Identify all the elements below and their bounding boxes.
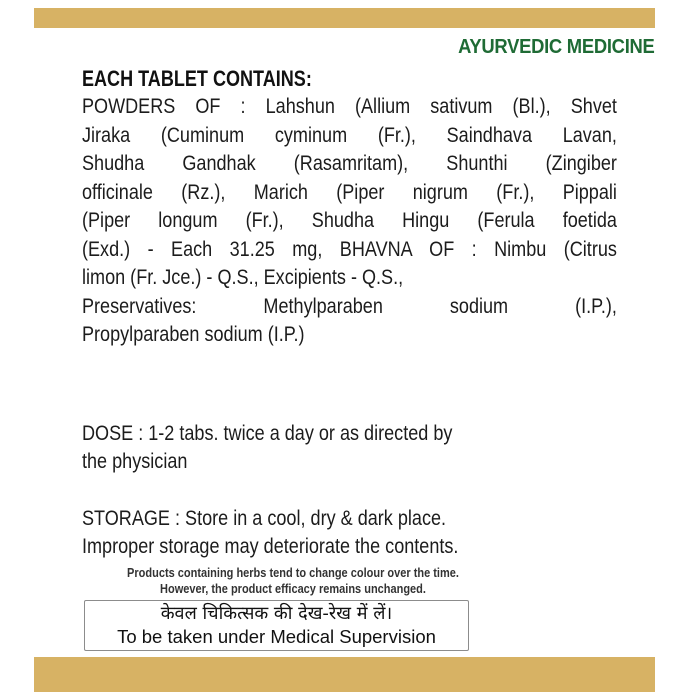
ingredients-line: (Exd.) - Each 31.25 mg, BHAVNA OF : Nimbu (Citrus [82, 237, 617, 261]
dose-line: the physician [82, 450, 188, 473]
ingredients-line: Propylparaben sodium (I.P.) [82, 323, 305, 346]
ingredients-line: Shudha Gandhak (Rasamritam), Shunthi (Zingiber [82, 152, 617, 175]
storage-line: STORAGE : Store in a cool, dry & dark place. [82, 507, 447, 530]
bottom-decorative-bar [34, 657, 655, 692]
category-label: AYURVEDIC MEDICINE [458, 36, 655, 58]
ingredients-block [82, 93, 617, 350]
herb-colour-note [96, 565, 490, 597]
warning-english: To be taken under Medical Supervision [117, 626, 436, 647]
ingredients-line: Jiraka (Cuminum cyminum (Fr.), Saindhava Lavan, [82, 123, 617, 147]
ingredients-line: POWDERS OF : Lahshun (Allium sativum (Bl.), Shvet [82, 95, 617, 118]
note-line: Products containing herbs tend to change colour over the time. [127, 566, 459, 580]
dose-section [82, 420, 513, 476]
medical-supervision-box [84, 600, 469, 651]
storage-section [82, 505, 520, 561]
ingredients-line: officinale (Rz.), Marich (Piper nigrum (Fr.), Pippali [82, 180, 617, 204]
dose-line: DOSE : 1-2 tabs. twice a day or as directed by [82, 422, 453, 445]
ingredients-line: Preservatives: Methylparaben sodium (I.P.), [82, 294, 617, 318]
ingredients-line: limon (Fr. Jce.) - Q.S., Excipients - Q.S., [82, 266, 404, 289]
note-line: However, the product efficacy remains unchanged. [160, 582, 426, 596]
warning-hindi: केवल चिकित्सक की देख-रेख में लें। [160, 603, 393, 624]
composition-heading: EACH TABLET CONTAINS: [82, 66, 312, 91]
storage-line: Improper storage may deteriorate the contents. [82, 535, 459, 558]
ingredients-line: (Piper longum (Fr.), Shudha Hingu (Ferula foetida [82, 209, 617, 232]
top-decorative-bar [34, 8, 655, 28]
